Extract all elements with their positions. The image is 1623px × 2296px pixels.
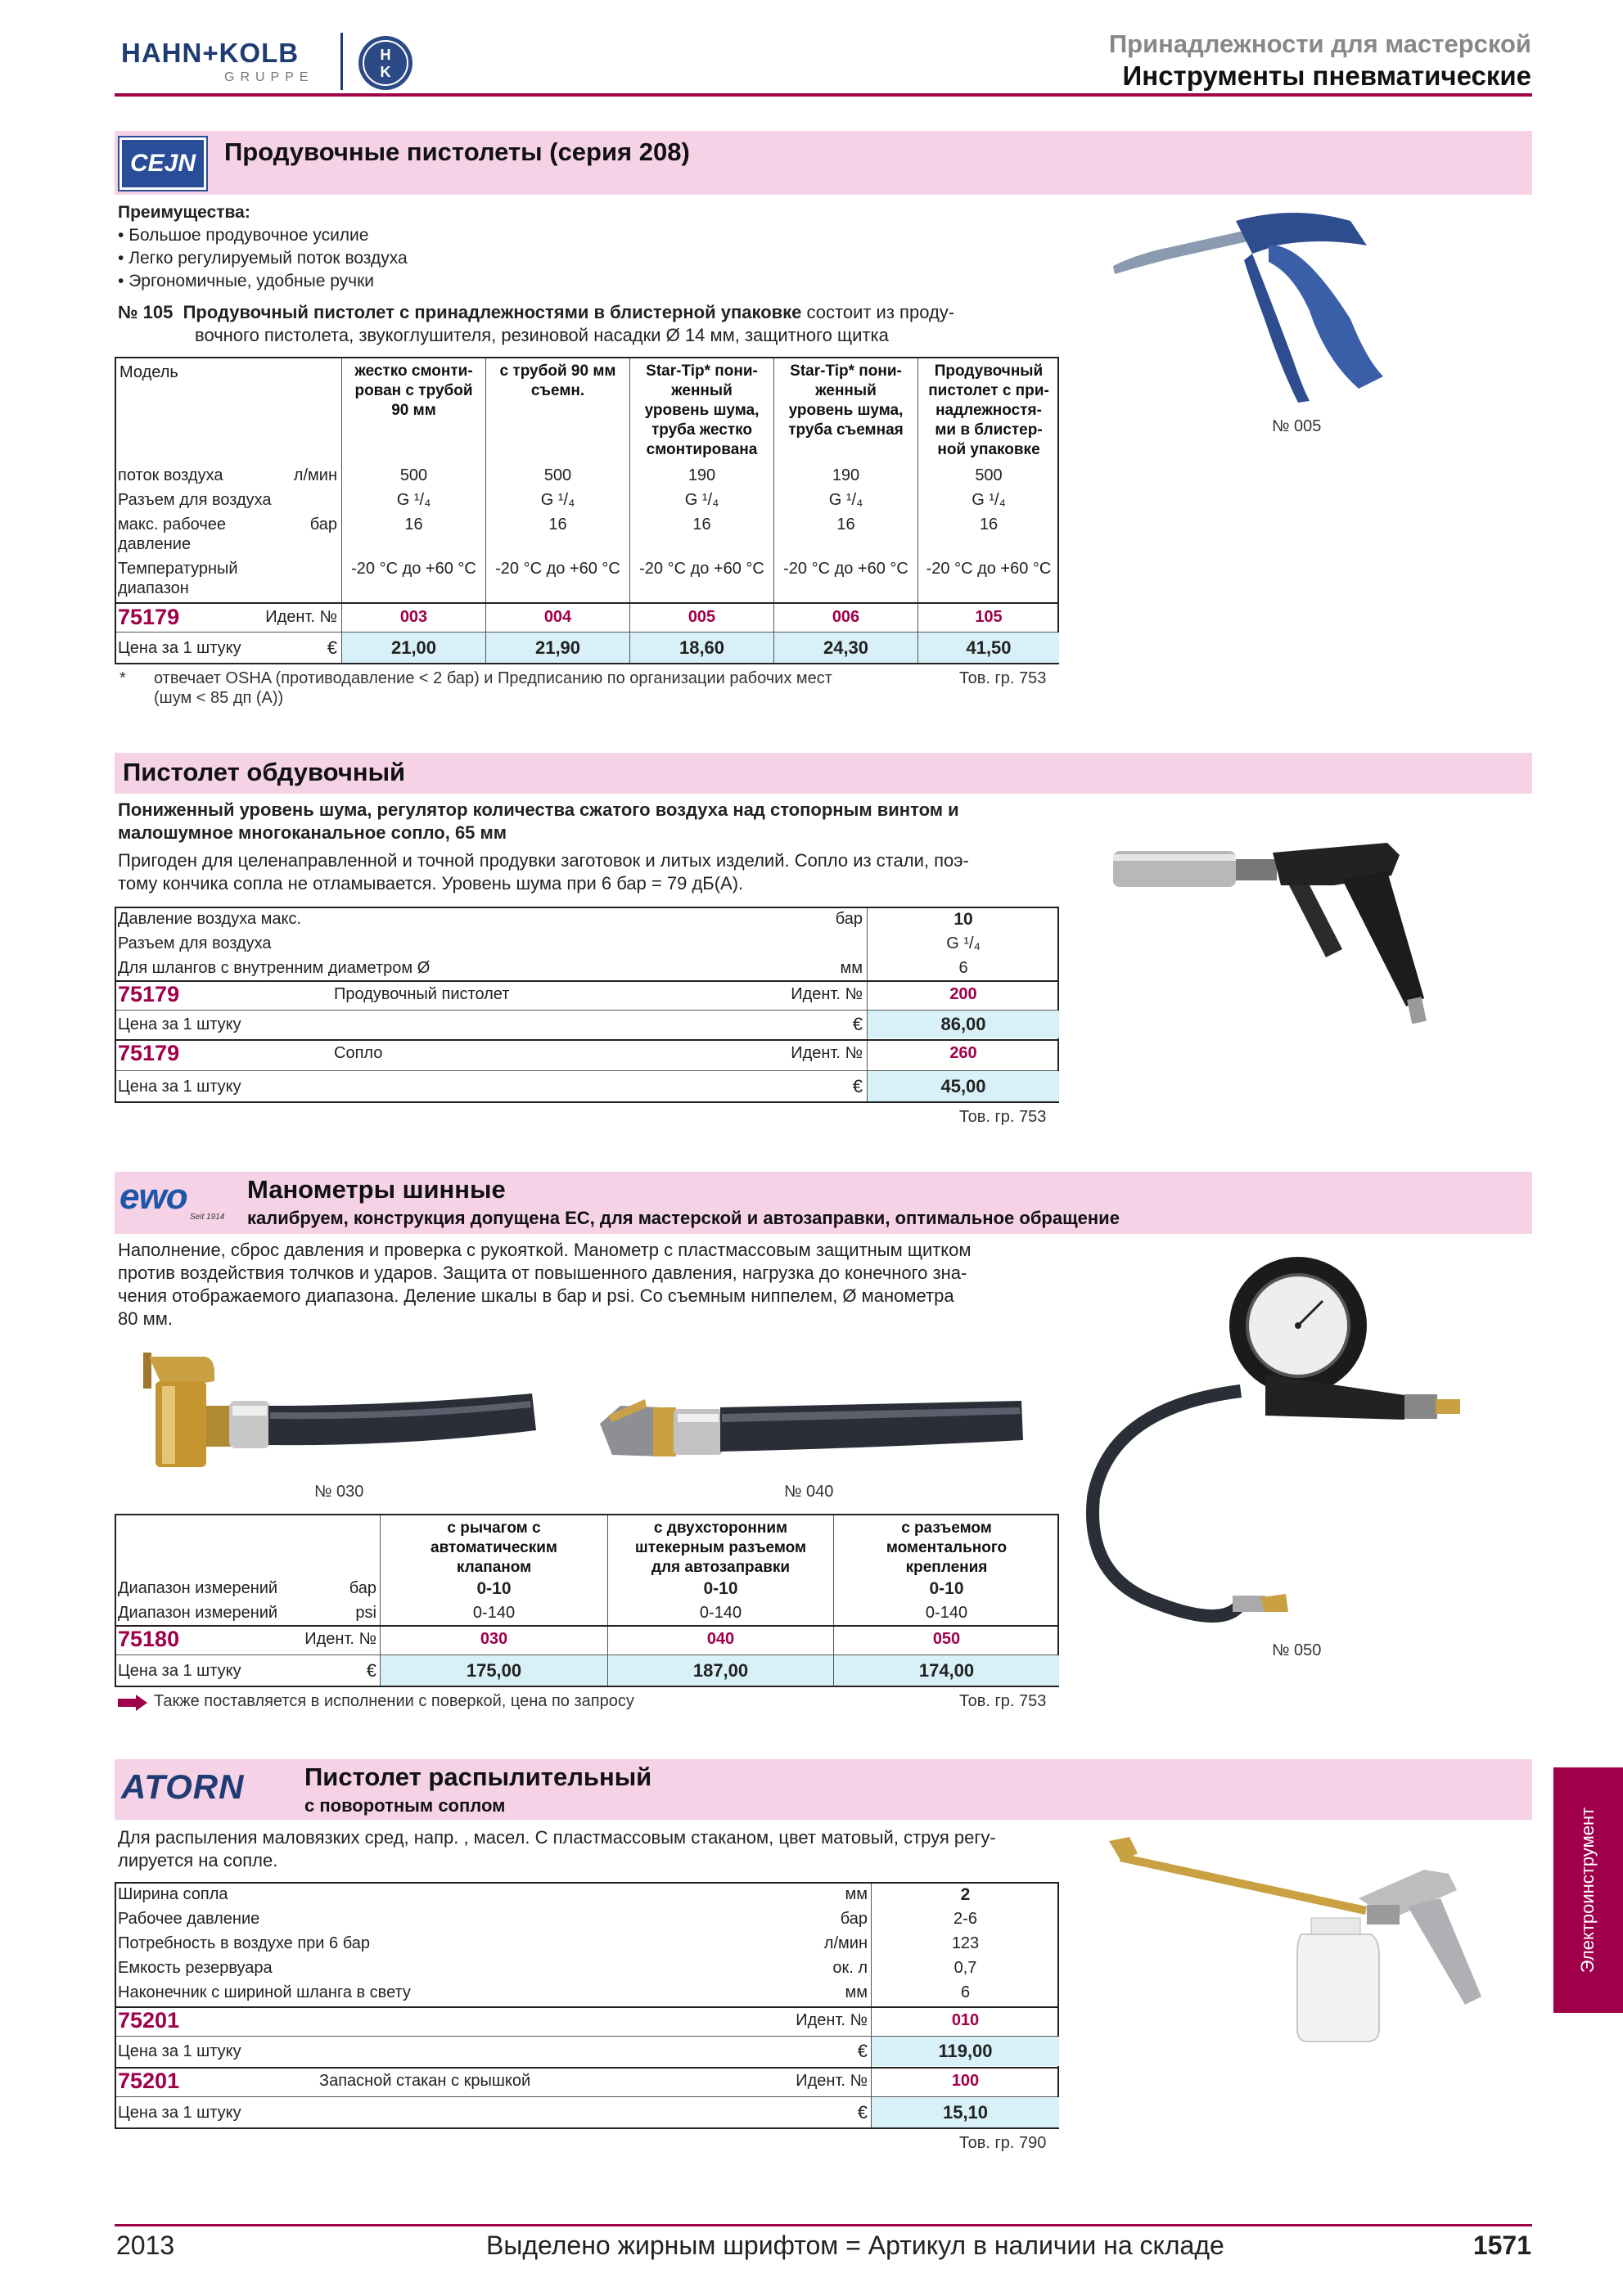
description: против воздействия толчков и ударов. Защита от повышенного давления, нагрузка до конечного зна- xyxy=(118,1263,967,1283)
header-rule xyxy=(115,93,1532,97)
dust-gun-image xyxy=(1105,835,1490,1031)
blowgun-image xyxy=(1105,196,1400,409)
gauge-040-image xyxy=(596,1383,1026,1481)
article-row: 75201 Запасной стакан с крышкой Идент. № 100 xyxy=(118,2069,980,2093)
article-row: 75201 Идент. № 010 xyxy=(118,2008,980,2033)
set-note-line2: вочного пистолета, звукоглушителя, резиновой насадки Ø 14 мм, защитного щитка xyxy=(195,325,889,345)
dust-gun-table xyxy=(115,907,1059,1103)
hk-emblem-icon xyxy=(357,34,414,92)
gauge-050-image xyxy=(1077,1252,1519,1645)
blowgun-table xyxy=(115,357,1059,664)
advantage-item: • Эргономичные, удобные ручки xyxy=(118,272,375,290)
image-caption: № 050 xyxy=(1272,1641,1322,1659)
col-header: с разъемом моментального крепления xyxy=(886,1519,1008,1576)
description: Пригоден для целенаправленной и точной продувки заготовок и литых изделий. Сопло из стали, поэ- xyxy=(118,850,969,871)
also-available-note: Также поставляется в исполнении с поверкой, цена по запросу xyxy=(154,1692,634,1710)
price-row: Цена за 1 штуку € 45,00 xyxy=(116,1071,1057,1101)
price-row: Цена за 1 штуку € 15,10 xyxy=(116,2097,1057,2127)
svg-text:H: H xyxy=(380,47,391,63)
description: Наполнение, сброс давления и проверка с рукояткой. Манометр с пластмассовым защитным щитком xyxy=(118,1240,972,1260)
section-title: Пистолет обдувочный xyxy=(123,758,406,786)
description: Для распыления маловязких сред, напр. , масел. С пластмассовым стаканом, цвет матовый, струя регу- xyxy=(118,1827,996,1848)
svg-text:K: K xyxy=(380,64,391,80)
col-header: с рычагом с автоматическим клапаном xyxy=(431,1519,557,1576)
advantages-title: Преимущества: xyxy=(118,203,250,222)
section-subtitle: с поворотным соплом xyxy=(304,1795,506,1816)
image-caption: № 040 xyxy=(784,1483,834,1501)
image-caption: № 005 xyxy=(1272,417,1322,435)
article-row: 75179 Продувочный пистолет Идент. № 200 xyxy=(118,982,977,1006)
table-row: Разъем для воздуха G ¹/₄ G ¹/₄ G ¹/₄ G ¹/₄ G ¹/₄ xyxy=(118,491,1006,509)
advantage-item: • Большое продувочное усилие xyxy=(118,226,369,245)
side-tab-label: Электроинструмент xyxy=(1577,1807,1598,1974)
footer-rule xyxy=(115,2224,1532,2226)
feature-bold: малошумное многоканальное сопло, 65 мм xyxy=(118,822,507,843)
description: 80 мм. xyxy=(118,1308,173,1329)
advantage-item: • Легко регулируемый поток воздуха xyxy=(118,249,408,268)
ewo-logo: ewo Seit 1914 xyxy=(119,1177,225,1222)
article-row: 75179 Сопло Идент. № 260 xyxy=(118,1041,977,1065)
price-row: Цена за 1 штуку € 86,00 xyxy=(116,1011,1057,1038)
arrow-icon xyxy=(116,1694,149,1712)
gauge-table xyxy=(115,1514,1059,1687)
side-tab[interactable] xyxy=(1553,1767,1623,2013)
table-row: Рабочее давление бар 2-6 xyxy=(118,1910,977,1928)
price-row: Цена за 1 штуку € 175,00 187,00 174,00 xyxy=(116,1655,1057,1686)
table-row: Ширина сопла мм 2 xyxy=(118,1885,971,1904)
section-subtitle: калибруем, конструкция допущена ЕС, для мастерской и автозаправки, оптимальное обращение xyxy=(247,1208,1120,1228)
product-group: Тов. гр. 753 xyxy=(959,1108,1047,1126)
article-row: 75179 Идент. № 003 004 005 006 105 xyxy=(118,605,1003,629)
product-group: Тов. гр. 753 xyxy=(959,1692,1047,1710)
brand-sub: GRUPPE xyxy=(224,70,314,84)
col-model-label: Модель xyxy=(119,363,178,381)
table-row: Потребность в воздухе при 6 бар л/мин 123 xyxy=(118,1934,980,1952)
page-number: 1571 xyxy=(1472,2231,1531,2260)
brand-logo xyxy=(121,33,416,90)
col-header: жестко смонти- рован с трубой 90 мм xyxy=(354,362,473,419)
col-header: с трубой 90 мм съемн. xyxy=(499,362,616,399)
spray-gun-table xyxy=(115,1882,1059,2129)
description: тому кончика сопла не отламывается. Уровень шума при 6 бар = 79 дБ(А). xyxy=(118,873,744,894)
footnote-mark: * xyxy=(119,669,126,687)
col-header: с двухсторонним штекерным разъемом для автозаправки xyxy=(634,1519,807,1576)
product-group: Тов. гр. 753 xyxy=(959,669,1047,687)
category-title: Принадлежности для мастерской xyxy=(1108,29,1531,58)
article-number: 75179 xyxy=(118,605,180,629)
table-row: Температурный диапазон -20 °C до +60 °C -20 °C до +60 °C -20 °C до +60 °C -20 °C до +60 °C -20 °C до +60 °C xyxy=(118,560,1052,597)
table-row: макс. рабочее давление бар 16 16 16 16 16 xyxy=(118,515,999,553)
price-row: Цена за 1 штуку € 119,00 xyxy=(116,2037,1057,2066)
footnote: отвечает OSHA (противодавление < 2 бар) и Предписанию по организации рабочих мест xyxy=(154,669,832,687)
table-row: Для шлангов с внутренним диаметром Ø мм 6 xyxy=(118,959,968,977)
section-title: Пистолет распылительный xyxy=(304,1763,652,1791)
footer-year: 2013 xyxy=(116,2231,175,2260)
description: лируется на сопле. xyxy=(118,1850,278,1871)
table-row: Диапазон измерений бар 0-10 0-10 0-10 xyxy=(118,1579,964,1598)
section-title: Манометры шинные xyxy=(247,1175,506,1204)
description: чения отображаемого диапазона. Деление шкалы в бар и psi. Со съемным ниппелем, Ø манометра xyxy=(118,1285,954,1306)
feature-bold: Пониженный уровень шума, регулятор количества сжатого воздуха над стопорным винтом и xyxy=(118,799,959,820)
table-row: Емкость резервуара ок. л 0,7 xyxy=(118,1959,977,1977)
col-header: Продувочный пистолет с при- надлежностя- ми в блистер- ной упаковке xyxy=(928,362,1049,458)
product-group: Тов. гр. 790 xyxy=(959,2134,1047,2152)
set-note: № 105 Продувочный пистолет с принадлежностями в блистерной упаковке состоит из проду- xyxy=(118,302,955,322)
brand-name: HAHN+KOLB xyxy=(121,38,300,68)
table-row: Наконечник с шириной шланга в свету мм 6 xyxy=(118,1983,971,2001)
gauge-030-image xyxy=(139,1348,540,1479)
cejn-logo: CEJN xyxy=(119,137,206,190)
subcategory-title: Инструменты пневматические xyxy=(1122,61,1531,91)
table-row: Разъем для воздуха G ¹/₄ xyxy=(118,934,981,952)
image-caption: № 030 xyxy=(314,1483,364,1501)
table-row: Диапазон измерений psi 0-140 0-140 0-140 xyxy=(118,1604,968,1622)
table-row: Давление воздуха макс. бар 10 xyxy=(118,910,973,929)
article-row: 75180 Идент. № 030 040 050 xyxy=(118,1627,961,1651)
col-header: Star-Tip* пони- женный уровень шума, труба съемная xyxy=(788,362,904,439)
atorn-logo: ATORN xyxy=(121,1767,245,1806)
section-title: Продувочные пистолеты (серия 208) xyxy=(224,137,690,166)
footer-legend: Выделено жирным шрифтом = Артикул в наличии на складе xyxy=(486,2231,1224,2260)
footnote-line2: (шум < 85 дп (А)) xyxy=(154,689,284,707)
price-row: Цена за 1 штуку € 21,00 21,90 18,60 24,30 41,50 xyxy=(116,633,1057,663)
table-row: поток воздуха л/мин 500 500 190 190 500 xyxy=(118,466,1003,484)
col-header: Star-Tip* пони- женный уровень шума, труба жестко смонтирована xyxy=(644,362,760,458)
spray-gun-image xyxy=(1097,1833,1506,2046)
